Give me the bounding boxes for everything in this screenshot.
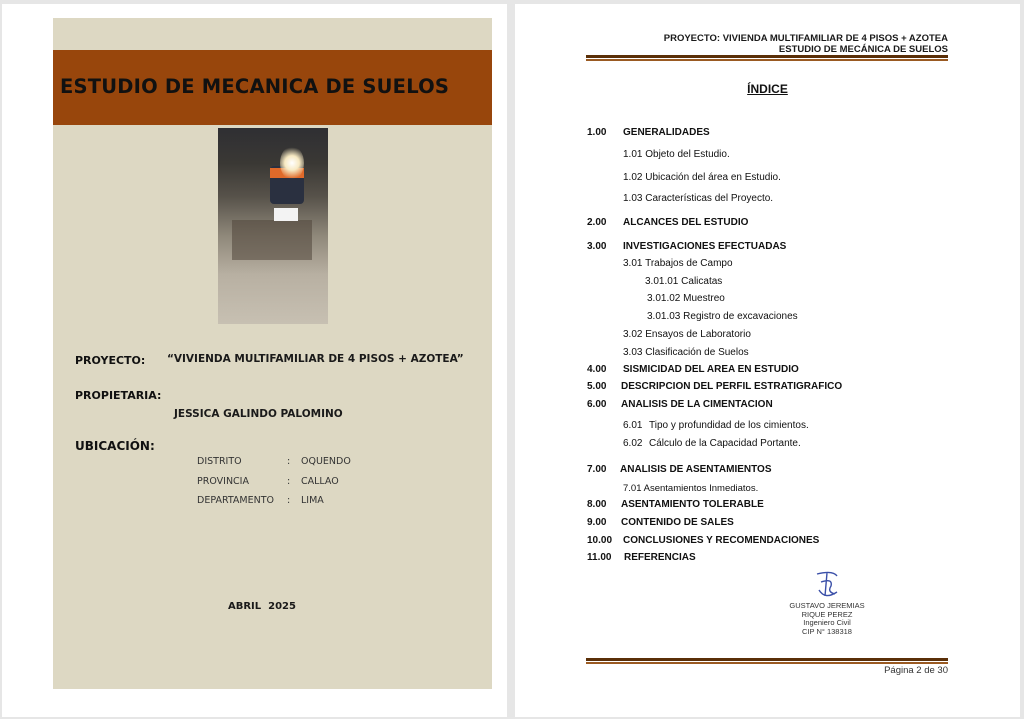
toc-item[interactable]: 6.01 Tipo y profundidad de los cimientos.: [623, 420, 809, 431]
location-key-departamento: DEPARTAMENTO: [197, 495, 274, 506]
cover-panel: [53, 18, 492, 689]
toc-item[interactable]: 1.01 Objeto del Estudio.: [623, 149, 730, 160]
cover-photo: [218, 128, 328, 324]
toc-item[interactable]: 3.02 Ensayos de Laboratorio: [623, 329, 751, 340]
cover-title: ESTUDIO DE MECANICA DE SUELOS: [60, 75, 450, 98]
toc-item[interactable]: 8.00 ASENTAMIENTO TOLERABLE: [587, 499, 764, 510]
photo-sign: [274, 208, 298, 221]
toc-item[interactable]: 9.00 CONTENIDO DE SALES: [587, 517, 734, 528]
toc-item[interactable]: 1.00 GENERALIDADES: [587, 127, 710, 138]
location-key-provincia: PROVINCIA: [197, 476, 249, 487]
toc-item[interactable]: 6.02 Cálculo de la Capacidad Portante.: [623, 438, 801, 449]
location-value-distrito: OQUENDO: [301, 456, 351, 467]
cover-page: [2, 4, 507, 717]
toc-item[interactable]: 3.03 Clasificación de Suelos: [623, 347, 749, 358]
toc-item[interactable]: 7.00 ANALISIS DE ASENTAMIENTOS: [587, 464, 772, 475]
propietaria-value: JESSICA GALINDO PALOMINO: [174, 408, 343, 420]
location-value-departamento: LIMA: [301, 495, 324, 506]
toc-item[interactable]: 5.00 DESCRIPCION DEL PERFIL ESTRATIGRAFICO: [587, 381, 843, 392]
toc-item[interactable]: 2.00 ALCANCES DEL ESTUDIO: [587, 217, 749, 228]
signature-title: Ingeniero Civil: [803, 618, 851, 627]
toc-item[interactable]: 11.00 REFERENCIAS: [587, 552, 696, 563]
signature-name-2: RIQUE PEREZ: [801, 609, 853, 619]
toc-item[interactable]: 3.01 Trabajos de Campo: [623, 258, 733, 269]
page-number: Página 2 de 30: [884, 665, 948, 676]
cover-date: ABRIL 2025: [228, 601, 296, 612]
location-sep: :: [287, 495, 291, 506]
toc-item[interactable]: 10.00 CONCLUSIONES Y RECOMENDACIONES: [587, 535, 820, 546]
location-key-distrito: DISTRITO: [197, 456, 242, 467]
toc-item[interactable]: 3.00 INVESTIGACIONES EFECTUADAS: [587, 241, 787, 252]
toc-item[interactable]: 6.00 ANALISIS DE LA CIMENTACION: [587, 399, 773, 410]
location-value-provincia: CALLAO: [301, 476, 339, 487]
signature-name-1: GUSTAVO JEREMIAS: [789, 601, 865, 610]
signature-scrawl-icon: [807, 570, 847, 602]
toc-item[interactable]: 7.01 Asentamientos Inmediatos.: [623, 483, 759, 494]
header-study: ESTUDIO DE MECÁNICA DE SUELOS: [778, 44, 948, 55]
photo-pit: [232, 220, 312, 260]
toc-item[interactable]: 1.02 Ubicación del área en Estudio.: [623, 172, 781, 183]
photo-light: [280, 146, 304, 180]
header-project: PROYECTO: VIVIENDA MULTIFAMILIAR DE 4 PISOS + AZOTEA: [663, 33, 948, 44]
propietaria-label: PROPIETARIA:: [75, 389, 162, 402]
title-band: [53, 50, 492, 125]
footer-rule: [586, 658, 948, 664]
index-page: [515, 4, 1020, 717]
toc-item[interactable]: 4.00 SISMICIDAD DEL AREA EN ESTUDIO: [587, 364, 799, 375]
location-sep: :: [287, 476, 291, 487]
header-rule: [586, 55, 948, 61]
ubicacion-label: UBICACIÓN:: [75, 439, 155, 453]
index-title: ÍNDICE: [747, 82, 788, 96]
location-sep: :: [287, 456, 291, 467]
proyecto-label: PROYECTO:: [75, 354, 146, 367]
toc-item[interactable]: 3.01.01 Calicatas: [645, 276, 723, 287]
proyecto-value: “VIVIENDA MULTIFAMILIAR DE 4 PISOS + AZOTEA”: [167, 353, 464, 365]
signature-block: [777, 570, 877, 636]
toc-item[interactable]: 1.03 Características del Proyecto.: [623, 193, 774, 204]
signature-cip: CIP N° 138318: [802, 626, 852, 636]
toc-item[interactable]: 3.01.03 Registro de excavaciones: [647, 311, 798, 322]
toc-item[interactable]: 3.01.02 Muestreo: [647, 293, 725, 304]
